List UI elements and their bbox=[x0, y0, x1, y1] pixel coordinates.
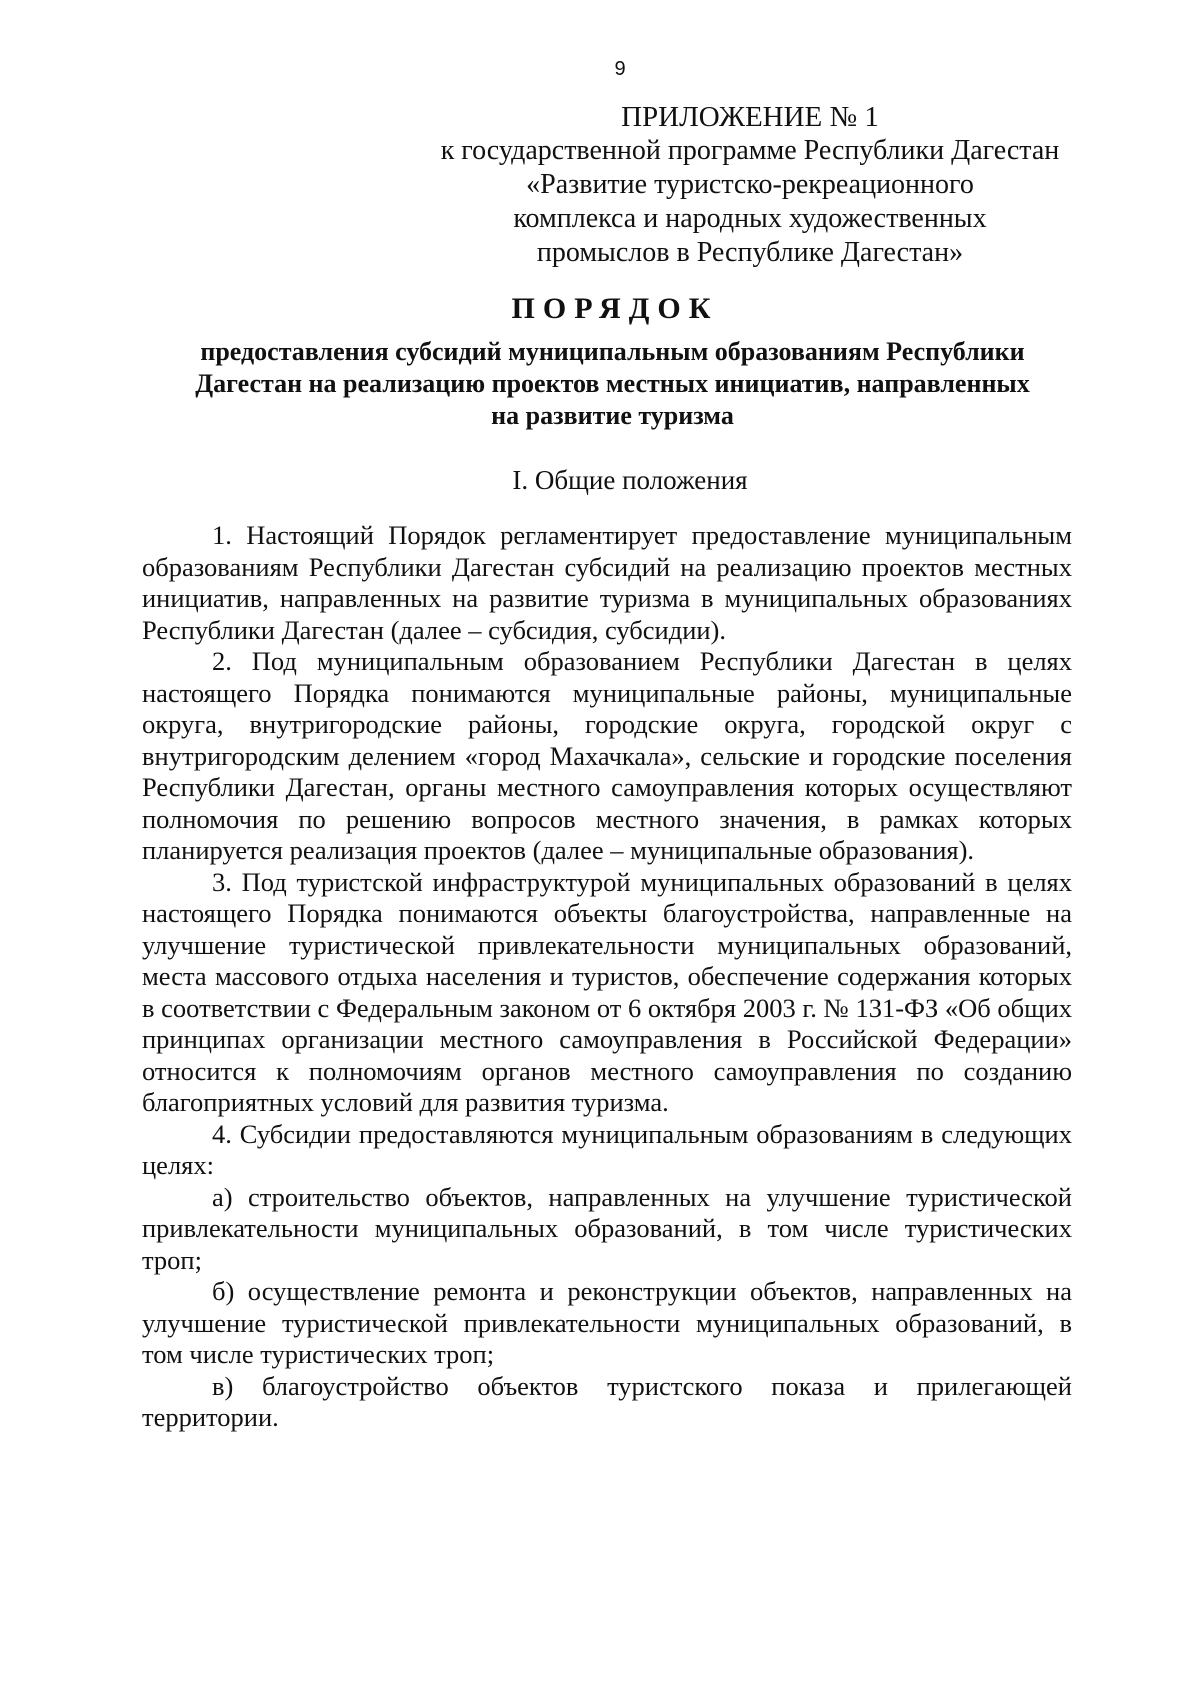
appendix-header bbox=[420, 100, 1080, 270]
paragraph-4c: в) благоустройство объектов туристского показа и прилегающей территории. bbox=[142, 1370, 1072, 1432]
paragraph-4a: а) строительство объектов, направленных на улучшение туристической привлекательности муниципальных образований, в том числе туристических троп; bbox=[142, 1181, 1072, 1275]
paragraph-1: 1. Настоящий Порядок регламентирует предоставление муниципальным образованиям Республики Дагестан субсидий на реализацию проектов местных инициатив, направленных на развитие туризма в муниципальных образованиях Республики Дагестан (далее – субсидия, субсидии). bbox=[142, 520, 1072, 645]
paragraph-4b: б) осуществление ремонта и реконструкции объектов, направленных на улучшение туристической привлекательности муниципальных образований, в том числе туристических троп; bbox=[142, 1276, 1072, 1369]
document-subtitle bbox=[145, 336, 1080, 432]
document-title: ПОРЯДОК bbox=[511, 292, 719, 325]
paragraph-2: 2. Под муниципальным образованием Республики Дагестан в целях настоящего Порядка понимаются муниципальные районы, муниципальные округа, внутригородские районы, городские округа, городской округ с внутригородским делением «город Махачкала», сельские и городские поселения Республики Дагестан, органы местного самоуправления которых осуществляют полномочия по решению вопросов местного значения, в рамках которых планируется реализация проектов (далее – муниципальные образования). bbox=[142, 646, 1072, 865]
section-heading: I. Общие положения bbox=[512, 465, 748, 495]
paragraph-3: 3. Под туристской инфраструктурой муниципальных образований в целях настоящего Порядка понимаются объекты благоустройства, направленные на улучшение туристической привлекательности муниципальных образований, места массового отдыха населения и туристов, обеспечение содержания которых в соответствии с Федеральным законом от 6 октября 2003 г. № 131-ФЗ «Об общих принципах организации местного самоуправления в Российской Федерации» относится к полномочиям органов местного самоуправления по созданию благоприятных условий для развития туризма. bbox=[142, 866, 1072, 1117]
appendix-line: «Развитие туристско-рекреационного bbox=[526, 169, 974, 200]
appendix-line: промыслов в Республике Дагестан» bbox=[536, 237, 964, 268]
subtitle-line: предоставления субсидий муниципальным образованиям Республики bbox=[200, 337, 1025, 366]
subtitle-line: на развитие туризма bbox=[491, 401, 734, 430]
subtitle-line: Дагестан на реализацию проектов местных инициатив, направленных bbox=[195, 369, 1030, 398]
appendix-title: ПРИЛОЖЕНИЕ № 1 bbox=[621, 101, 879, 133]
appendix-line: к государственной программе Республики Дагестан bbox=[440, 135, 1060, 166]
document-body bbox=[142, 520, 1072, 1434]
page-number: 9 bbox=[614, 58, 626, 80]
paragraph-4: 4. Субсидии предоставляются муниципальным образованиям в следующих целях: bbox=[142, 1118, 1072, 1180]
appendix-line: комплекса и народных художественных bbox=[513, 203, 987, 234]
